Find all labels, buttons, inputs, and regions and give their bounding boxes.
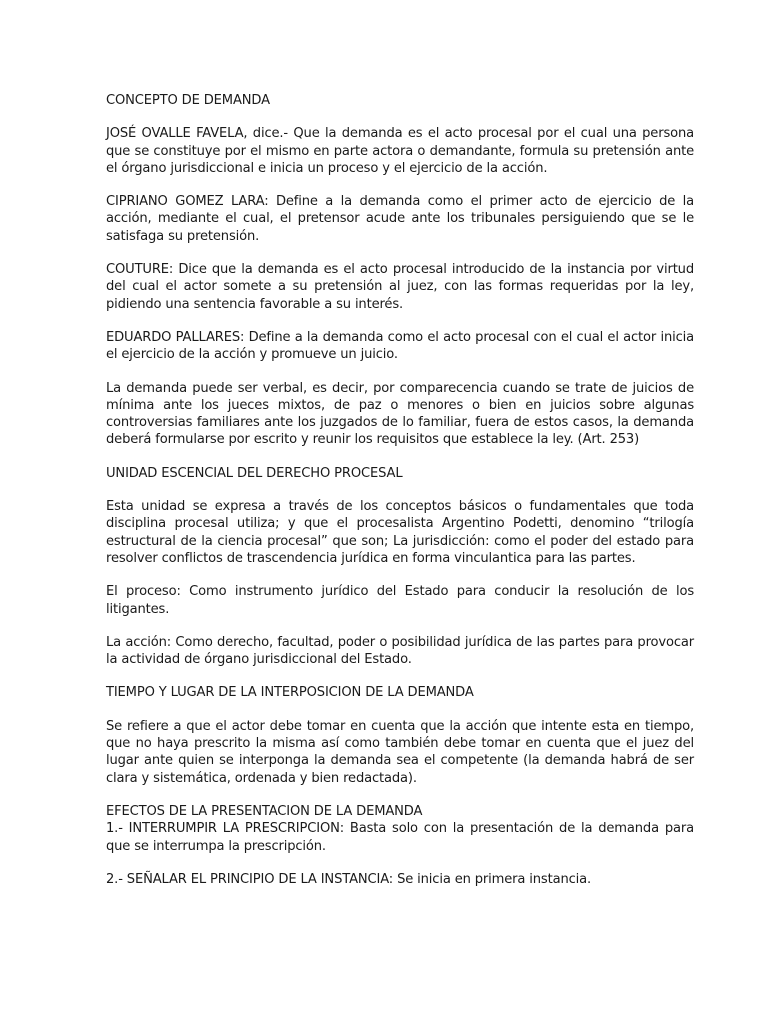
document-page — [106, 92, 694, 904]
paragraph-gomez-lara: CIPRIANO GOMEZ LARA: Define a la demanda como el primer acto de ejercicio de la acción, mediante el cual, el pretensor acude ante los tribunales persiguiendo que se le satisfaga su pretensión. — [106, 194, 694, 244]
paragraph-efecto-1: 1.- INTERRUMPIR LA PRESCRIPCION: Basta solo con la presentación de la demanda para que se interrumpa la prescripción. — [106, 821, 694, 854]
paragraph-tiempo-lugar: Se refiere a que el actor debe tomar en cuenta que la acción que intente esta en tiempo, que no haya prescrito la misma así como también debe tomar en cuenta que el juez del lugar ante quien se interponga la demanda sea el competente (la demanda habrá de ser clara y sistemática, ordenada y bien redactada). — [106, 718, 694, 786]
section-heading-efectos: EFECTOS DE LA PRESENTACION DE LA DEMANDA — [106, 803, 423, 819]
paragraph-efecto-2: 2.- SEÑALAR EL PRINCIPIO DE LA INSTANCIA: Se inicia en primera instancia. — [106, 871, 592, 887]
paragraph-ovalle-favela: JOSÉ OVALLE FAVELA, dice.- Que la demanda es el acto procesal por el cual una persona que se constituye por el mismo en parte actora o demandante, formula su pretensión ante el órgano jurisdiccional e inicia un proceso y el ejercicio de la acción. — [106, 126, 694, 176]
paragraph-unidad: Esta unidad se expresa a través de los conceptos básicos o fundamentales que toda disciplina procesal utiliza; y que el procesalista Argentino Podetti, denomino “trilogía estructural de la ciencia procesal” que son; La jurisdicción: como el poder del estado para resolver conflictos de trascendencia jurídica en forma vinculantica para las partes. — [106, 499, 694, 566]
section-heading-unidad: UNIDAD ESCENCIAL DEL DERECHO PROCESAL — [106, 465, 403, 481]
section-heading-concepto: CONCEPTO DE DEMANDA — [106, 93, 270, 108]
paragraph-couture: COUTURE: Dice que la demanda es el acto procesal introducido de la instancia por virtud del cual el actor somete a su pretensión al juez, con las formas requeridas por la ley, pidiendo una sentencia favorable a su interés. — [106, 262, 694, 312]
paragraph-accion: La acción: Como derecho, facultad, poder o posibilidad jurídica de las partes para provocar la actividad de órgano jurisdiccional del Estado. — [106, 634, 694, 668]
paragraph-pallares: EDUARDO PALLARES: Define a la demanda como el acto procesal con el cual el actor inicia el ejercicio de la acción y promueve un juicio. — [106, 329, 694, 363]
paragraph-proceso: El proceso: Como instrumento jurídico del Estado para conducir la resolución de los litigantes. — [106, 584, 694, 617]
section-heading-tiempo-lugar: TIEMPO Y LUGAR DE LA INTERPOSICION DE LA DEMANDA — [106, 685, 474, 701]
paragraph-demanda-verbal: La demanda puede ser verbal, es decir, por comparecencia cuando se trate de juicios de mínima ante los jueces mixtos, de paz o menores o bien en juicios sobre algunas controversias familiares ante los juzgados de lo familiar, fuera de estos casos, la demanda deberá formularse por escrito y reunir los requisitos que establece la ley. (Art. 253) — [106, 380, 694, 448]
